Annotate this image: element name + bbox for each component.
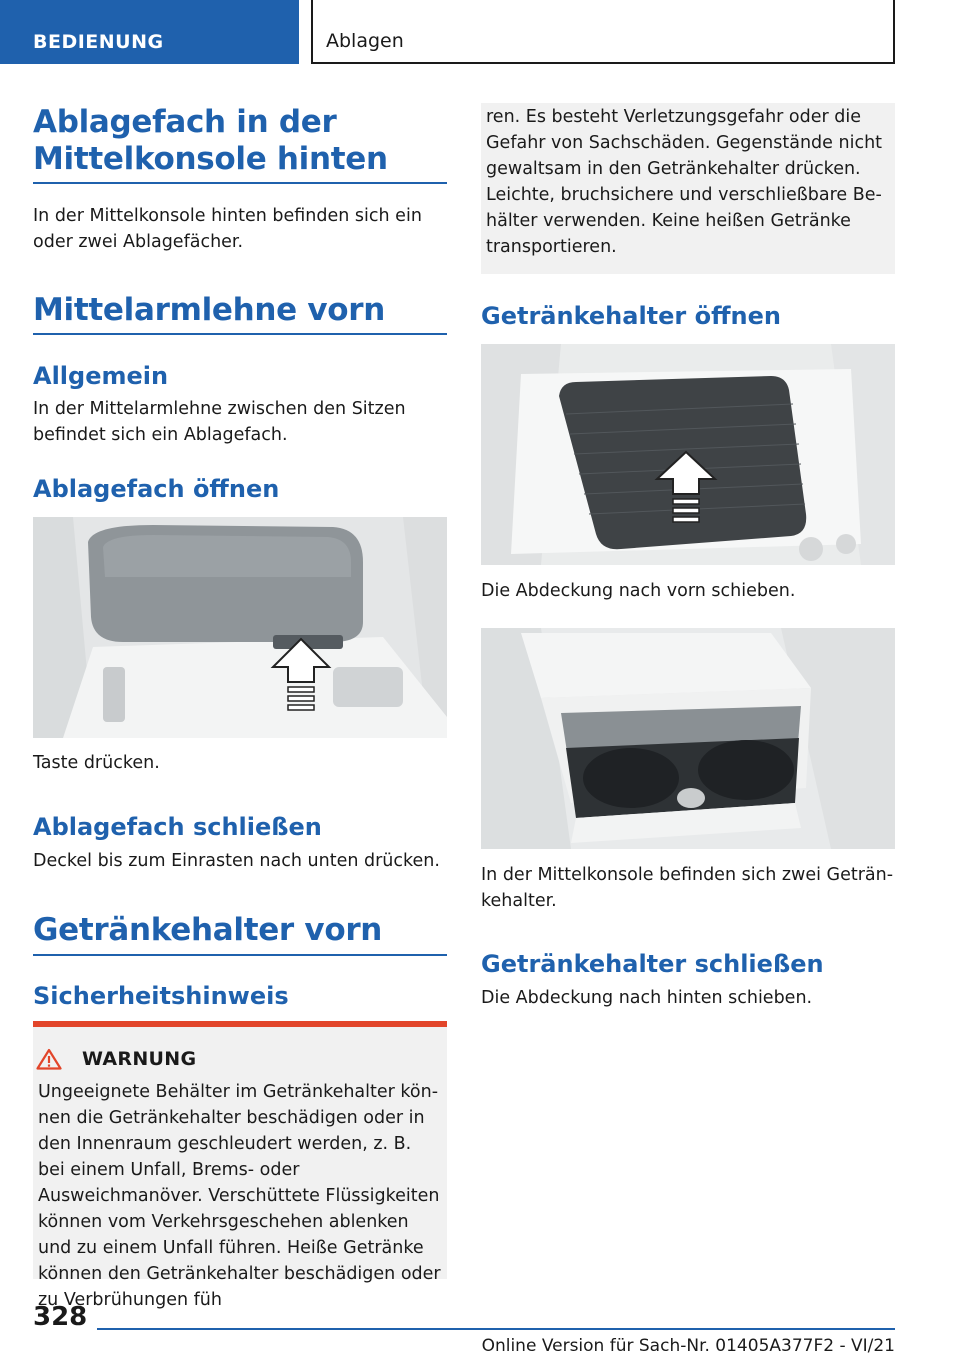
warning-triangle-icon (36, 1048, 62, 1070)
warning-label: WARNUNG (82, 1048, 197, 1070)
heading-rule (33, 954, 447, 956)
chapter-title: Ablagen (326, 30, 404, 52)
section-tab (0, 0, 299, 64)
section-title: BEDIENUNG (33, 31, 164, 53)
heading-allgemein: Allgemein (33, 362, 169, 390)
armrest-illustration (33, 517, 447, 738)
heading-ablagefach-hinten: Ablagefach in der Mittelkonsole hinten (33, 104, 388, 177)
heading-sicherheitshinweis: Sicherheitshinweis (33, 982, 289, 1010)
footer-version: Online Version für Sach-Nr. 01405A377F2 - VI/21 (481, 1336, 895, 1356)
heading-ablagefach-oeffnen: Ablagefach öffnen (33, 475, 280, 503)
heading-mittelarmlehne: Mittelarmlehne vorn (33, 292, 386, 328)
page-number: 328 (33, 1302, 88, 1332)
caption-taste: Taste drücken. (33, 753, 160, 773)
warning-text-continued: ren. Es besteht Verletzungsgefahr oder die Gefahr von Sachschäden. Gegenstände nicht gewaltsam in den Getränkehalter drücken. Leichte, bruchsichere und verschließbare Behälter verwenden. Keine heißen Getränke transportieren. (486, 107, 883, 257)
caption-zwei-getraenkehalter: In der Mittelkonsole befinden sich zwei Getränkehalter. (481, 865, 894, 911)
paragraph-hinten: In der Mittelkonsole hinten befinden sich ein oder zwei Ablagefächer. (33, 206, 422, 252)
footer-rule (97, 1328, 895, 1330)
paragraph-allgemein: In der Mittelarmlehne zwischen den Sitzen befindet sich ein Ablagefach. (33, 399, 406, 445)
heading-rule (33, 182, 447, 184)
heading-getraenkehalter-vorn: Getränkehalter vorn (33, 912, 383, 948)
warning-header (36, 1048, 196, 1070)
cupholder-open-illustration (481, 628, 895, 849)
heading-getraenkehalter-oeffnen: Getränkehalter öffnen (481, 302, 781, 330)
paragraph-gh-schliessen: Die Abdeckung nach hinten schieben. (481, 988, 813, 1008)
heading-rule (33, 333, 447, 335)
heading-ablagefach-schliessen: Ablagefach schließen (33, 813, 322, 841)
paragraph-schliessen: Deckel bis zum Einrasten nach unten drücken. (33, 851, 440, 871)
cupholder-cover-illustration (481, 344, 895, 565)
heading-getraenkehalter-schliessen: Getränkehalter schließen (481, 950, 824, 978)
chapter-tab (311, 0, 895, 64)
caption-abdeckung-vorn: Die Abdeckung nach vorn schieben. (481, 581, 796, 601)
warning-text: Ungeeignete Behälter im Getränkehalter können die Getränkehalter beschädigen oder in den Innenraum geschleudert werden, z. B. bei einem Unfall, Brems- oder Ausweichmanöver. Verschüttete Flüssigkeiten können vom Verkehrsgeschehen ablenken und zu einem Unfall führen. Heiße Getränke können den Getränkehalter beschädigen oder zu Verbrühungen füh (38, 1082, 441, 1310)
